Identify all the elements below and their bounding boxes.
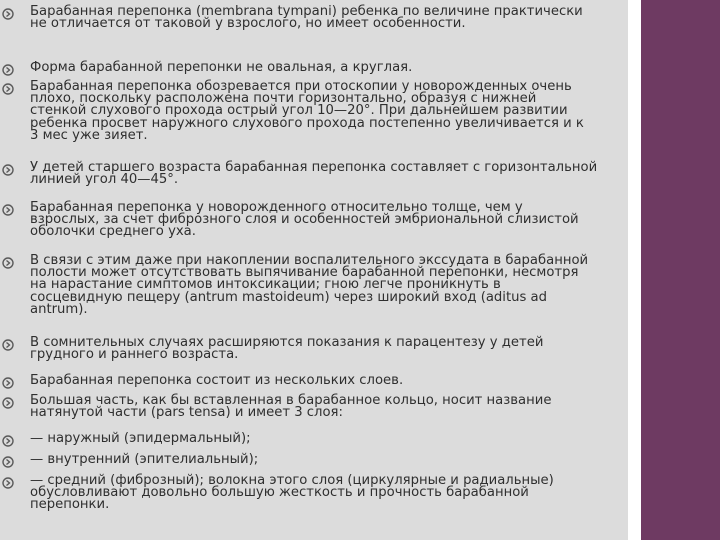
bullet-text: — средний (фиброзный); волокна этого слоя (циркулярные и радиальные) обусловливают довольно большую жесткость и прочность барабанной перепонки. (30, 473, 554, 513)
bullet-text: В сомнительных случаях расширяются показания к парацентезу у детей грудного и раннего возраста. (30, 335, 544, 363)
circled-arrow-icon (2, 435, 14, 447)
circled-arrow-icon (2, 377, 14, 389)
circled-arrow-icon (2, 64, 14, 76)
bullet-text: — внутренний (эпителиальный); (30, 452, 259, 467)
circled-arrow-icon (2, 477, 14, 489)
circled-arrow-icon (2, 164, 14, 176)
decorative-side-bar (641, 0, 720, 540)
bullet-text: Барабанная перепонка у новорожденного относительно толще, чем у взрослых, за счет фиброзного слоя и особенностей эмбриональной слизистой оболочки среднего уха. (30, 200, 579, 240)
circled-arrow-icon (2, 8, 14, 20)
bullet-text: Барабанная перепонка обозревается при отоскопии у новорожденных очень плохо, поскольку расположена почти горизонтально, образуя с нижней стенкой слухового прохода острый угол 10—20°. При дальнейшем развитии ребенка просвет наружного слухового прохода постепенно увеличивается и к 3 мес уже зияет. (30, 79, 584, 143)
bullet-text: Барабанная перепонка состоит из нескольких слоев. (30, 373, 404, 388)
bullet-text: Форма барабанной перепонки не овальная, а круглая. (30, 60, 413, 75)
bullet-text: Большая часть, как бы вставленная в барабанное кольцо, носит название натянутой части (pars tensa) и имеет 3 слоя: (30, 393, 552, 421)
circled-arrow-icon (2, 204, 14, 216)
circled-arrow-icon (2, 397, 14, 409)
bullet-text: Барабанная перепонка (membrana tympani) ребенка по величине практически не отличается от таковой у взрослого, но имеет особенности. (30, 4, 583, 32)
bullet-text: В связи с этим даже при накоплении воспалительного экссудата в барабанной полости может отсутствовать выпячивание барабанной перепонки, несмотря на нарастание симптомов интоксикации; гною легче проникнуть в сосцевидную пещеру (antrum mastoideum) через широкий вход (aditus ad antrum). (30, 253, 589, 317)
circled-arrow-icon (2, 456, 14, 468)
circled-arrow-icon (2, 257, 14, 269)
bullet-text: — наружный (эпидермальный); (30, 431, 251, 446)
bullet-text: У детей старшего возраста барабанная перепонка составляет с горизонтальной линией угол 40—45°. (30, 160, 598, 188)
circled-arrow-icon (2, 339, 14, 351)
circled-arrow-icon (2, 83, 14, 95)
